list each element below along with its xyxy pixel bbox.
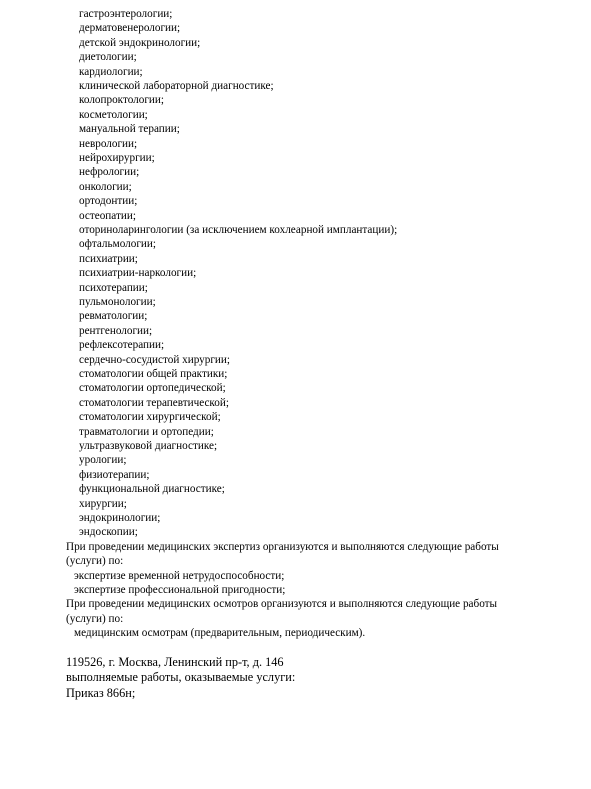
specialty-item: диетологии; — [79, 51, 137, 64]
specialty-item: ревматологии; — [79, 310, 148, 323]
specialty-item: мануальной терапии; — [79, 123, 180, 136]
specialty-item: сердечно-сосудистой хирургии; — [79, 353, 231, 366]
expertise-intro-line2: (услуги) по: — [66, 555, 124, 567]
specialty-item: травматологии и ортопедии; — [79, 425, 214, 438]
specialty-item: гастроэнтерологии; — [79, 8, 173, 20]
specialty-item: косметологии; — [79, 108, 148, 121]
specialty-item: стоматологии терапевтической; — [79, 396, 229, 409]
specialty-item: хирургии; — [79, 497, 127, 510]
specialty-item: стоматологии ортопедической; — [79, 382, 226, 395]
specialty-item: стоматологии общей практики; — [79, 368, 228, 380]
specialty-item: остеопатии; — [79, 209, 136, 222]
exams-item: медицинским осмотрам (предварительным, периодическим). — [74, 627, 366, 639]
specialty-item: урологии; — [79, 454, 127, 467]
specialty-item: психиатрии; — [79, 252, 138, 265]
specialty-item: рентгенологии; — [79, 324, 153, 337]
specialty-item: нейрохирургии; — [79, 152, 155, 164]
specialty-item: клинической лабораторной диагностике; — [79, 80, 274, 92]
works-label: выполняемые работы, оказываемые услуги: — [66, 670, 296, 684]
specialty-item: рефлексотерапии; — [79, 339, 165, 352]
order-line: Приказ 866н; — [66, 686, 136, 700]
expertise-intro-line1: При проведении медицинских экспертиз организуются и выполняются следующие работы — [66, 541, 499, 553]
specialty-item: детской эндокринологии; — [79, 36, 201, 49]
expertise-item: экспертизе профессиональной пригодности; — [74, 584, 286, 596]
specialty-item: неврологии; — [79, 137, 138, 150]
expertise-item: экспертизе временной нетрудоспособности; — [74, 570, 285, 582]
exams-intro-line1: При проведении медицинских осмотров организуются и выполняются следующие работы — [66, 598, 498, 610]
exams-intro-line2: (услуги) по: — [66, 613, 124, 625]
specialty-item: дерматовенерологии; — [79, 22, 181, 35]
specialty-item: стоматологии хирургической; — [79, 411, 221, 424]
specialty-item: офтальмологии; — [79, 238, 156, 251]
address-line: 119526, г. Москва, Ленинский пр-т, д. 146 — [66, 655, 284, 669]
specialty-item: колопроктологии; — [79, 94, 164, 107]
specialty-item: ортодонтии; — [79, 195, 138, 208]
specialty-item: пульмонологии; — [79, 296, 156, 308]
specialty-item: кардиологии; — [79, 65, 143, 78]
specialty-item: психиатрии-наркологии; — [79, 267, 197, 280]
specialty-item: онкологии; — [79, 180, 132, 193]
specialty-item: оториноларингологии (за исключением кохлеарной имплантации); — [79, 224, 398, 236]
specialty-item: эндоскопии; — [79, 526, 138, 539]
specialty-item: функциональной диагностике; — [79, 483, 225, 496]
specialty-item: физиотерапии; — [79, 468, 150, 481]
specialty-item: ультразвуковой диагностике; — [79, 440, 218, 452]
specialty-item: эндокринологии; — [79, 512, 161, 524]
specialty-item: психотерапии; — [79, 281, 148, 294]
specialty-item: нефрологии; — [79, 166, 140, 179]
